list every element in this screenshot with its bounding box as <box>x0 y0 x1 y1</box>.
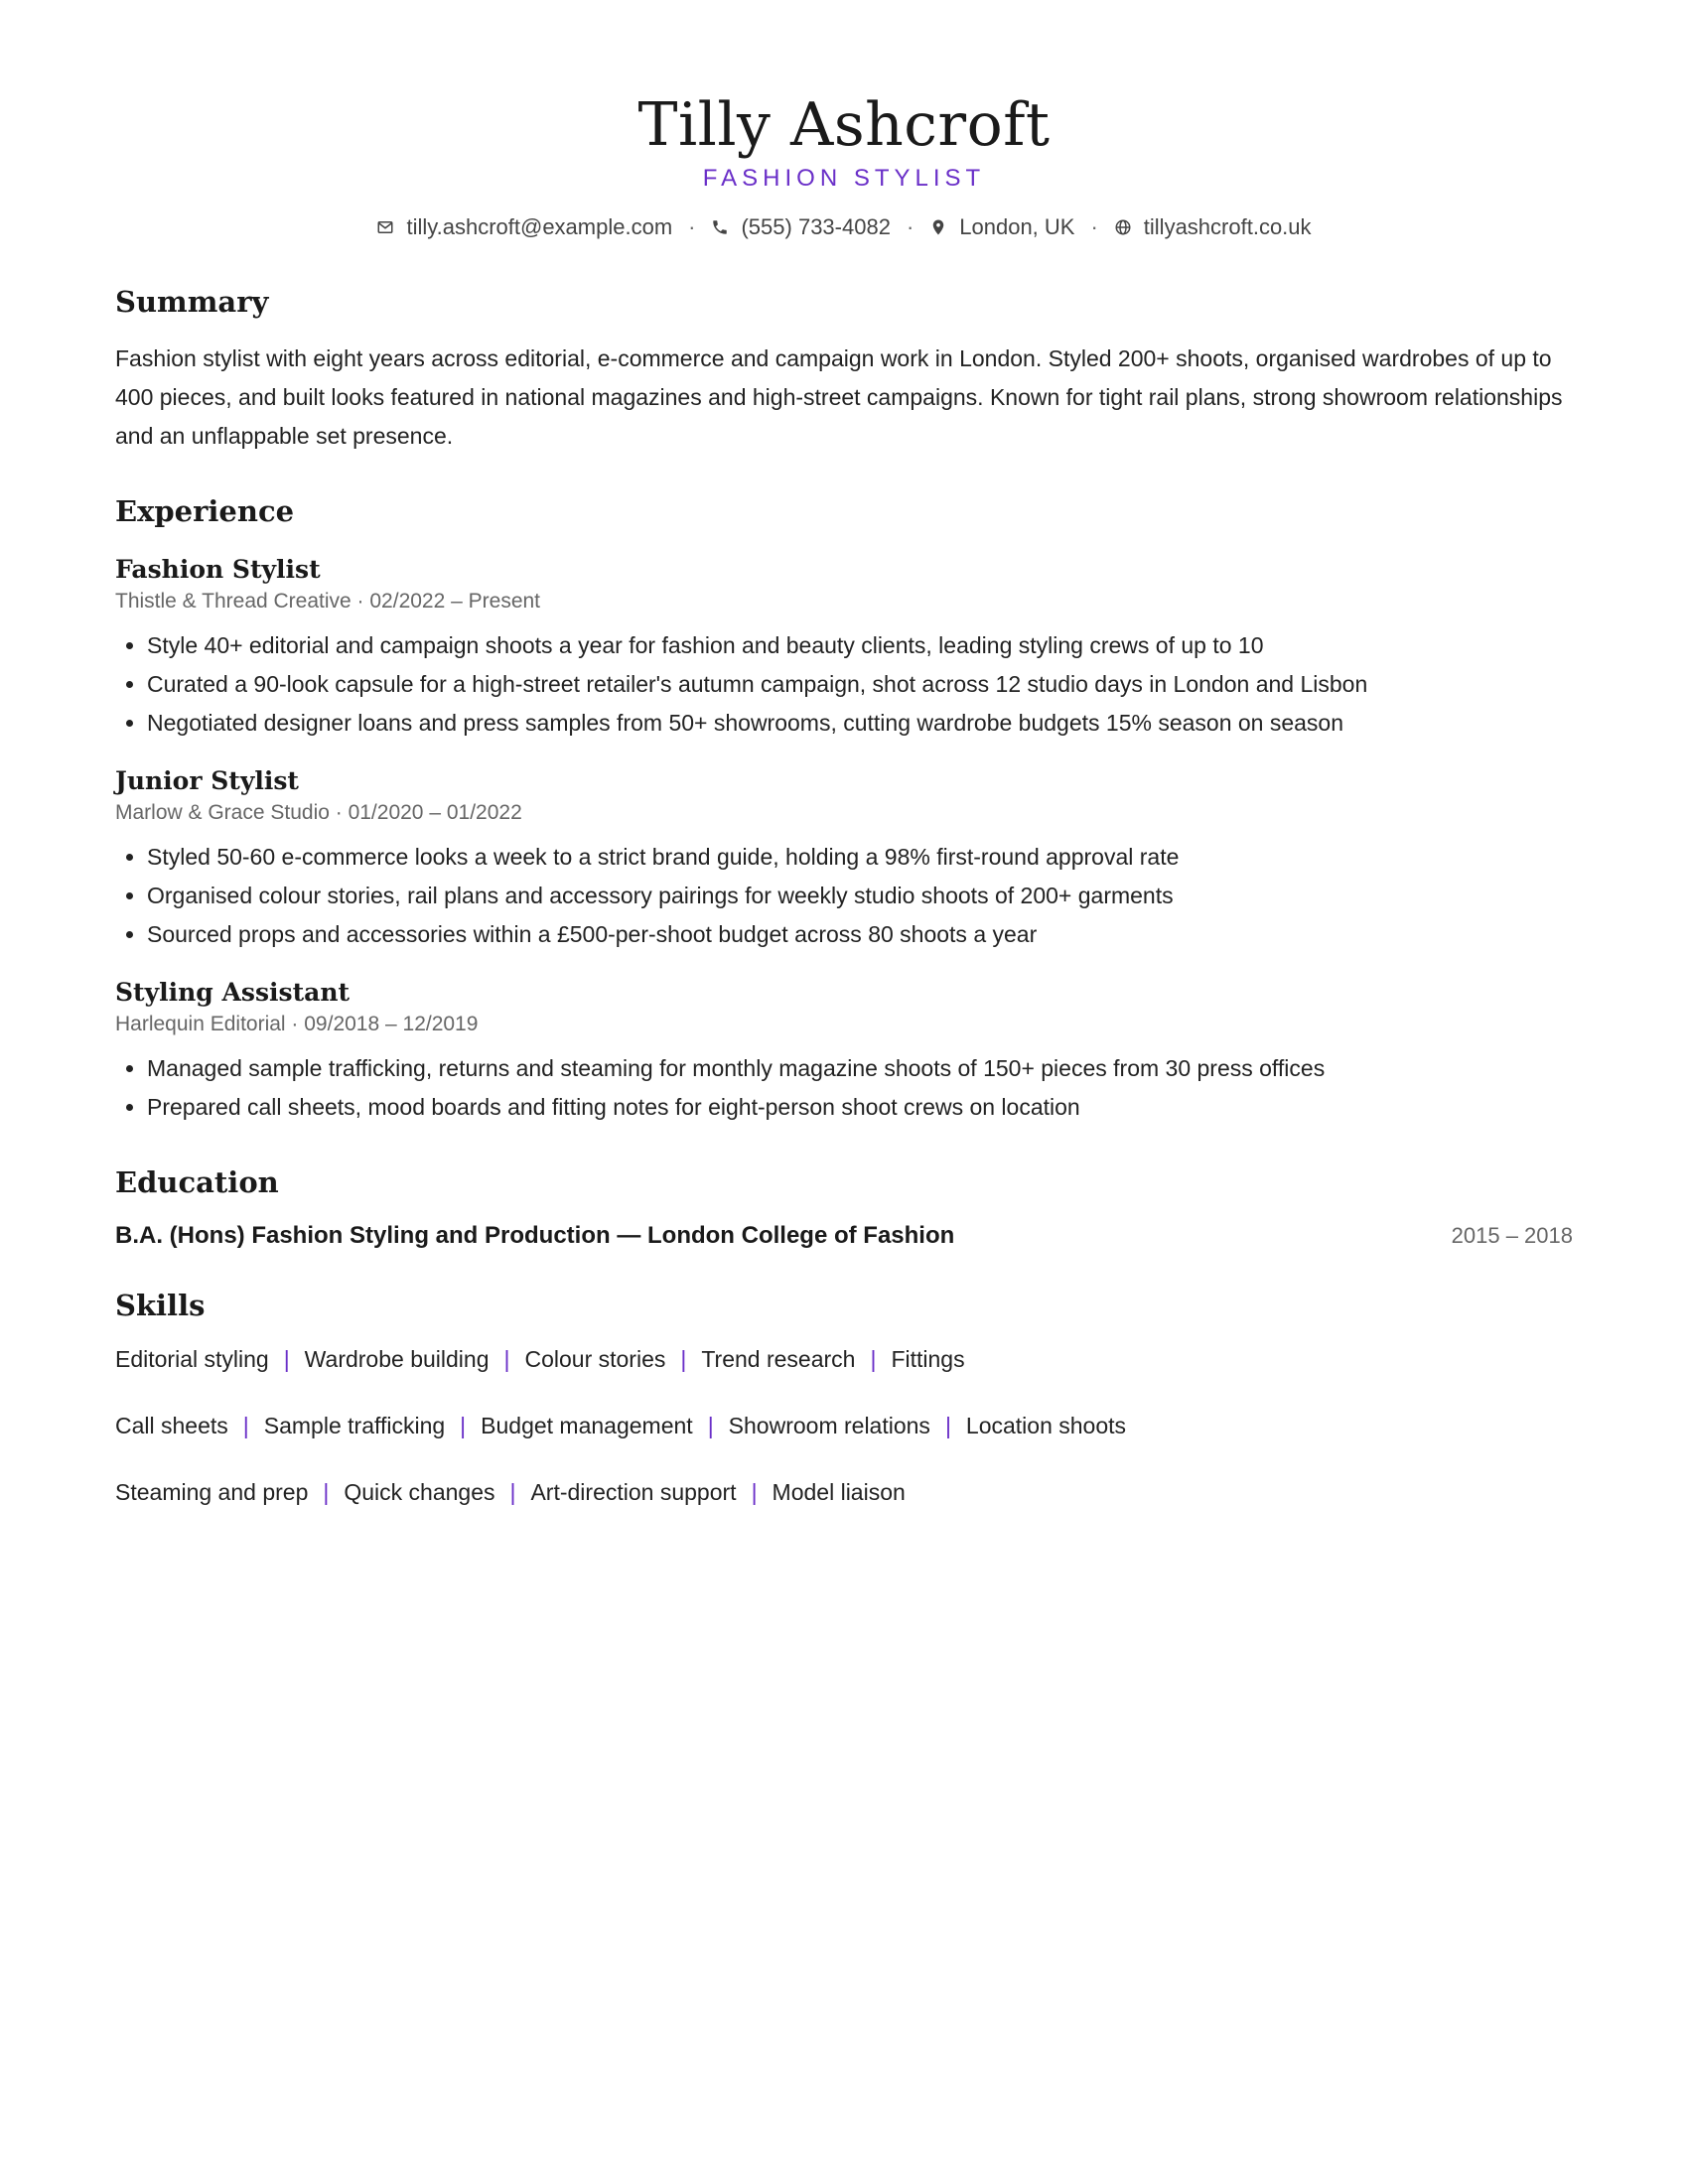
summary-section <box>115 282 1573 456</box>
skills-row <box>115 1410 1573 1441</box>
job-bullet: • Sourced props and accessories within a £500-per-shoot budget across 80 shoots a year <box>147 915 1573 954</box>
phone-text: (555) 733-4082 <box>741 214 891 239</box>
contact-separator: · <box>906 214 914 239</box>
skill-separator: | <box>870 1346 877 1372</box>
location-text: London, UK <box>959 214 1075 239</box>
skill-separator: | <box>680 1346 687 1372</box>
skill-separator: | <box>944 1413 951 1438</box>
job-bullets <box>115 838 1573 954</box>
skills-row <box>115 1476 1573 1508</box>
job-bullet: • Curated a 90-look capsule for a high-street retailer's autumn campaign, shot across 12 studio days in London and Lisbon <box>147 665 1573 704</box>
skill-item: Fittings <box>891 1346 965 1372</box>
summary-heading: Summary <box>115 285 269 319</box>
job-title: Fashion Stylist <box>115 555 321 584</box>
skill-item: Showroom relations <box>728 1413 930 1438</box>
email-text: tilly.ashcroft@example.com <box>406 214 673 239</box>
skill-item: Sample trafficking <box>263 1413 446 1438</box>
contact-website[interactable] <box>1114 212 1312 242</box>
job-title: Styling Assistant <box>115 978 351 1007</box>
skill-item: Colour stories <box>524 1346 666 1372</box>
education-entry <box>115 1222 1573 1250</box>
skill-item: Location shoots <box>965 1413 1127 1438</box>
skill-separator: | <box>242 1413 249 1438</box>
job-bullet: • Styled 50-60 e-commerce looks a week to a strict brand guide, holding a 98% first-round approval rate <box>147 838 1573 877</box>
experience-heading: Experience <box>115 494 295 528</box>
globe-icon <box>1114 218 1132 236</box>
job-meta: Marlow & Grace Studio · 01/2020 – 01/2022 <box>115 801 522 824</box>
job-bullet: • Negotiated designer loans and press samples from 50+ showrooms, cutting wardrobe budgets 15% season on season <box>147 704 1573 743</box>
education-section <box>115 1162 1573 1250</box>
skill-separator: | <box>460 1413 467 1438</box>
skill-item: Quick changes <box>344 1479 495 1505</box>
job-title: Junior Stylist <box>115 766 299 795</box>
contact-bar <box>115 212 1573 242</box>
skill-item: Wardrobe building <box>304 1346 490 1372</box>
contact-phone[interactable] <box>711 212 890 242</box>
contact-location <box>929 212 1074 242</box>
contact-separator: · <box>688 214 696 239</box>
skill-separator: | <box>503 1346 510 1372</box>
skill-item: Art-direction support <box>530 1479 737 1505</box>
education-heading: Education <box>115 1165 279 1199</box>
summary-text: Fashion stylist with eight years across editorial, e-commerce and campaign work in London. Styled 200+ shoots, organised wardrobes of up to 400 pieces, and built looks featured in national magazines and high-street campaigns. Known for tight rail plans, strong showroom relationships and an unflappable set presence. <box>115 345 1563 449</box>
skill-item: Editorial styling <box>115 1346 269 1372</box>
skills-section <box>115 1286 1573 1508</box>
website-text: tillyashcroft.co.uk <box>1143 214 1312 239</box>
experience-section <box>115 491 1573 1127</box>
candidate-role: FASHION STYLIST <box>702 165 986 192</box>
job-bullets <box>115 1049 1573 1127</box>
skill-item: Trend research <box>701 1346 856 1372</box>
skill-item: Budget management <box>481 1413 693 1438</box>
skill-item: Steaming and prep <box>115 1479 309 1505</box>
skill-item: Call sheets <box>115 1413 228 1438</box>
job-meta: Thistle & Thread Creative · 02/2022 – Present <box>115 590 541 613</box>
candidate-name: Tilly Ashcroft <box>637 90 1051 160</box>
map-pin-icon <box>929 218 947 236</box>
skill-separator: | <box>283 1346 290 1372</box>
job-bullet: • Style 40+ editorial and campaign shoots a year for fashion and beauty clients, leading styling crews of up to 10 <box>147 626 1573 665</box>
job-bullet: • Organised colour stories, rail plans and accessory pairings for weekly studio shoots of 200+ garments <box>147 877 1573 915</box>
job-bullets <box>115 626 1573 743</box>
resume-header <box>115 0 1573 242</box>
job-bullet: • Managed sample trafficking, returns and steaming for monthly magazine shoots of 150+ pieces from 30 press offices <box>147 1049 1573 1088</box>
skills-row <box>115 1343 1573 1375</box>
skill-item: Model liaison <box>772 1479 906 1505</box>
skill-separator: | <box>751 1479 758 1505</box>
skill-separator: | <box>323 1479 330 1505</box>
job-bullet: • Prepared call sheets, mood boards and fitting notes for eight-person shoot crews on location <box>147 1088 1573 1127</box>
job-entry <box>115 976 1573 1127</box>
phone-icon <box>711 218 729 236</box>
skill-separator: | <box>707 1413 714 1438</box>
job-meta: Harlequin Editorial · 09/2018 – 12/2019 <box>115 1013 479 1035</box>
skill-separator: | <box>509 1479 516 1505</box>
mail-icon <box>376 218 394 236</box>
skills-heading: Skills <box>115 1289 206 1322</box>
education-degree: B.A. (Hons) Fashion Styling and Production — London College of Fashion <box>115 1222 955 1249</box>
resume-page <box>115 0 1573 1508</box>
contact-separator: · <box>1090 214 1098 239</box>
job-entry <box>115 764 1573 954</box>
job-entry <box>115 553 1573 743</box>
contact-email[interactable] <box>376 212 672 242</box>
education-years: 2015 – 2018 <box>1451 1223 1573 1248</box>
